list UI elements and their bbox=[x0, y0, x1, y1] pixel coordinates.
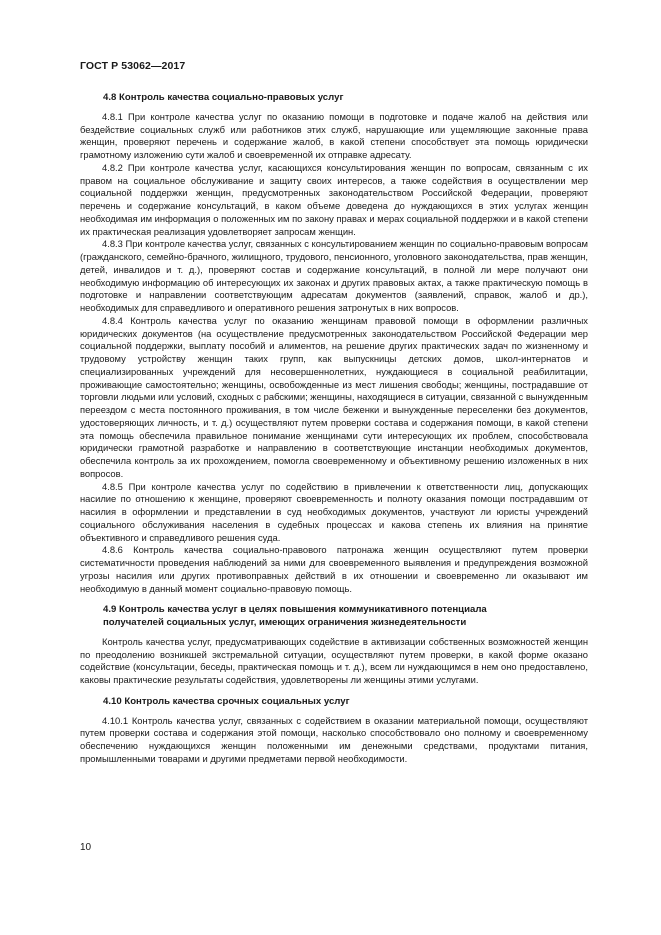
heading-line: 4.9 Контроль качества услуг в целях повышения коммуникативного потенциала bbox=[103, 604, 487, 616]
document-body bbox=[80, 92, 588, 775]
section-4-8 bbox=[80, 92, 588, 595]
heading-line: 4.10 Контроль качества срочных социальных услуг bbox=[103, 695, 350, 707]
heading-line: получателей социальных услуг, имеющих ограничения жизнедеятельности bbox=[103, 617, 467, 628]
paragraph-4-8-3: 4.8.3 При контроле качества услуг, связанных с консультированием женщин по социально-правовым вопросам (гражданского, семейно-брачного, жилищного, трудового, пенсионного, уголовного законодательства, прав женщин, детей, инвалидов и т. д.), проверяют состав и содержание консультаций, в полной ли мере получают они необходимую информацию об интересующих их законах и других правовых актах, а также практическую помощь в подготовке и направлении соответствующим адресатам документов (заявлений, справок, жалоб и др.), необходимых для справедливого и оперативного решения затронутых в них вопросов. bbox=[80, 238, 588, 313]
paragraph-4-8-2: 4.8.2 При контроле качества услуг, касающихся консультирования женщин по вопросам, связанным с их правом на социальное обслуживание и защиту своих интересов, а также содействия в осуществлении мер социальной поддержки женщин, предусмотренных законодательством Российской Федерации, проверяют перечень и содержание консультаций, в каком объеме доведена до нуждающихся в этих услугах женщин необходимая им информация о положенных им по закону правах и мерах социальной поддержки и в какой степени их практическая реализация удовлетворяет запросам женщин. bbox=[80, 161, 588, 237]
section-4-9 bbox=[80, 604, 588, 687]
paragraph-4-8-6: 4.8.6 Контроль качества социально-правового патронажа женщин осуществляют путем проверки систематичности проведения наблюдений за ними для своевременного выявления и предупреждения возможной угрозы насилия или других противоправных действий в их отношении и своевременно ли оказывают им необходимую в данный момент социально-правовую помощь. bbox=[80, 544, 588, 594]
paragraph-4-10-1: 4.10.1 Контроль качества услуг, связанных с содействием в оказании материальной помощи, осуществляют путем проверки состава и содержания этой помощи, насколько способствовало оно полному и своевременному обеспечению нуждающихся женщин положенными им денежными средствами, продуктами питания, промышленными товарами и другими предметами первой необходимости. bbox=[80, 714, 588, 764]
section-heading bbox=[80, 604, 588, 630]
paragraph-4-8-4: 4.8.4 Контроль качества услуг по оказанию женщинам правовой помощи в оформлении различных юридических документов (на осуществление предусмотренных законодательством Российской Федерации мер социальной поддержки, выплату пособий и алиментов, на решение других практических задач по жизненному и трудовому устройству женщин таких групп, как выпускницы детских домов, школ-интернатов и специализированных учреждений для несовершеннолетних, нуждающиеся в социальной реабилитации, проживающие самостоятельно; женщины, освобожденные из мест лишения свободы; женщины, пострадавшие от торговли людьми или условий, сходных с рабскими; женщины, находящиеся в ситуации, связанной с вынужденным переездом с места постоянного проживания, в том числе беженки и вынужденные переселенки без документов, удостоверяющих личность, и т. д.) осуществляют путем проверки состава и содержания помощи, в какой степени эта помощь обеспечила правильное понимание женщинами сути интересующих их проблем, способствовала юридически грамотной разработке и направлению в соответствующие инстанции необходимых документов, обеспечила контроль за их прохождением, помогла своевременному и объективному решению изложенных в них вопросов. bbox=[80, 314, 588, 479]
section-heading bbox=[80, 92, 588, 105]
heading-line: 4.8 Контроль качества социально-правовых услуг bbox=[103, 92, 344, 103]
paragraph-4-8-1: 4.8.1 При контроле качества услуг по оказанию помощи в подготовке и подаче жалоб на действия или бездействие социальных служб или работников этих служб, нарушающие или ущемляющие законные права женщин, проверяют перечень и содержание жалоб, в какой степени способствует эта помощь юридически грамотному изложению сути жалоб и своевременной их отправке адресату. bbox=[80, 110, 588, 160]
page-number: 10 bbox=[80, 842, 92, 853]
paragraph-4-9: Контроль качества услуг, предусматривающих содействие в активизации собственных возможностей женщин по преодолению возникшей экстремальной ситуации, осуществляют путем проверки, в какой форме оказано содействие (консультации, беседы, практическая помощь и т. д.), всем ли нуждающимся в нем оно предоставлено, каковы практические результаты содействия, удовлетворены ли женщины этими услугами. bbox=[80, 635, 588, 685]
section-heading bbox=[80, 696, 588, 709]
standard-designation: ГОСТ Р 53062—2017 bbox=[80, 60, 186, 72]
paragraph-4-8-5: 4.8.5 При контроле качества услуг по содействию в привлечении к ответственности лиц, допускающих насилие по отношению к женщине, проверяют своевременность и полноту оказания помощи пострадавшим от насилия в оформлении и представлении в суд необходимых документов, участвуют ли юристы учреждений социального обслуживания населения в судебных процессах и какова степень их влияния на принятие объективного и справедливого решения суда. bbox=[80, 480, 588, 543]
section-4-10 bbox=[80, 696, 588, 766]
